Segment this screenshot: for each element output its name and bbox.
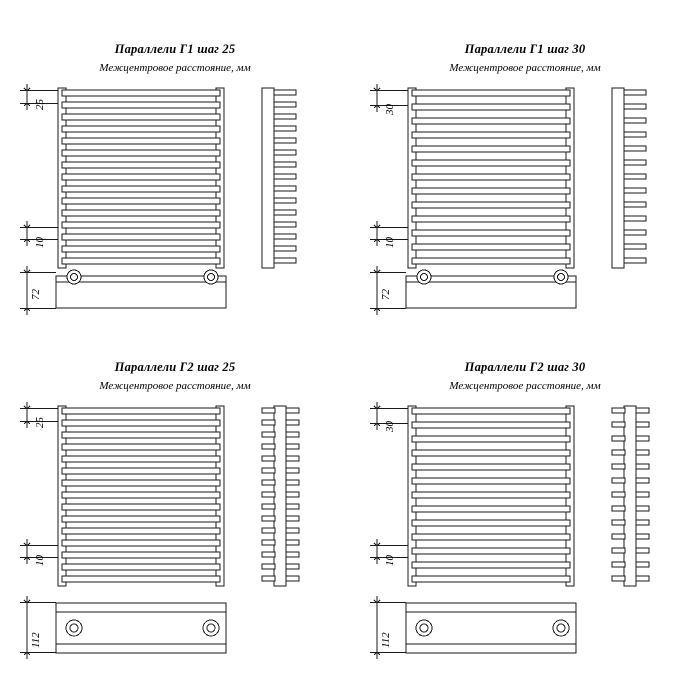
panel-g1-step-30: [350, 0, 700, 350]
panel-subtitle: Межцентровое расстояние, мм: [99, 380, 251, 392]
dimension-label-mid: 10: [384, 237, 396, 248]
panel-subtitle: Межцентровое расстояние, мм: [449, 380, 601, 392]
dimension-label-top: 30: [384, 421, 396, 432]
dimension-label-top: 25: [34, 417, 46, 428]
front-and-side-view: [350, 350, 700, 700]
panel-title: Параллели Г2 шаг 30: [464, 360, 586, 374]
dimension-label-top: 25: [34, 99, 46, 110]
dimension-label-bottom: 72: [380, 289, 392, 300]
panel-g2-step-25: [0, 350, 350, 700]
panel-subtitle: Межцентровое расстояние, мм: [99, 62, 251, 74]
dimension-label-mid: 10: [384, 555, 396, 566]
panel-title: Параллели Г1 шаг 30: [464, 42, 586, 56]
dimension-label-bottom: 112: [30, 632, 42, 648]
panel-title: Параллели Г2 шаг 25: [114, 360, 236, 374]
panel-subtitle: Межцентровое расстояние, мм: [449, 62, 601, 74]
panel-title: Параллели Г1 шаг 25: [114, 42, 236, 56]
dimension-label-mid: 10: [34, 555, 46, 566]
dimension-label-bottom: 72: [30, 289, 42, 300]
dimension-label-mid: 10: [34, 237, 46, 248]
panel-g1-step-25: [0, 0, 350, 350]
dimension-label-bottom: 112: [380, 632, 392, 648]
panel-g2-step-30: [350, 350, 700, 700]
dimension-label-top: 30: [384, 104, 396, 115]
front-and-side-view: [0, 350, 350, 700]
